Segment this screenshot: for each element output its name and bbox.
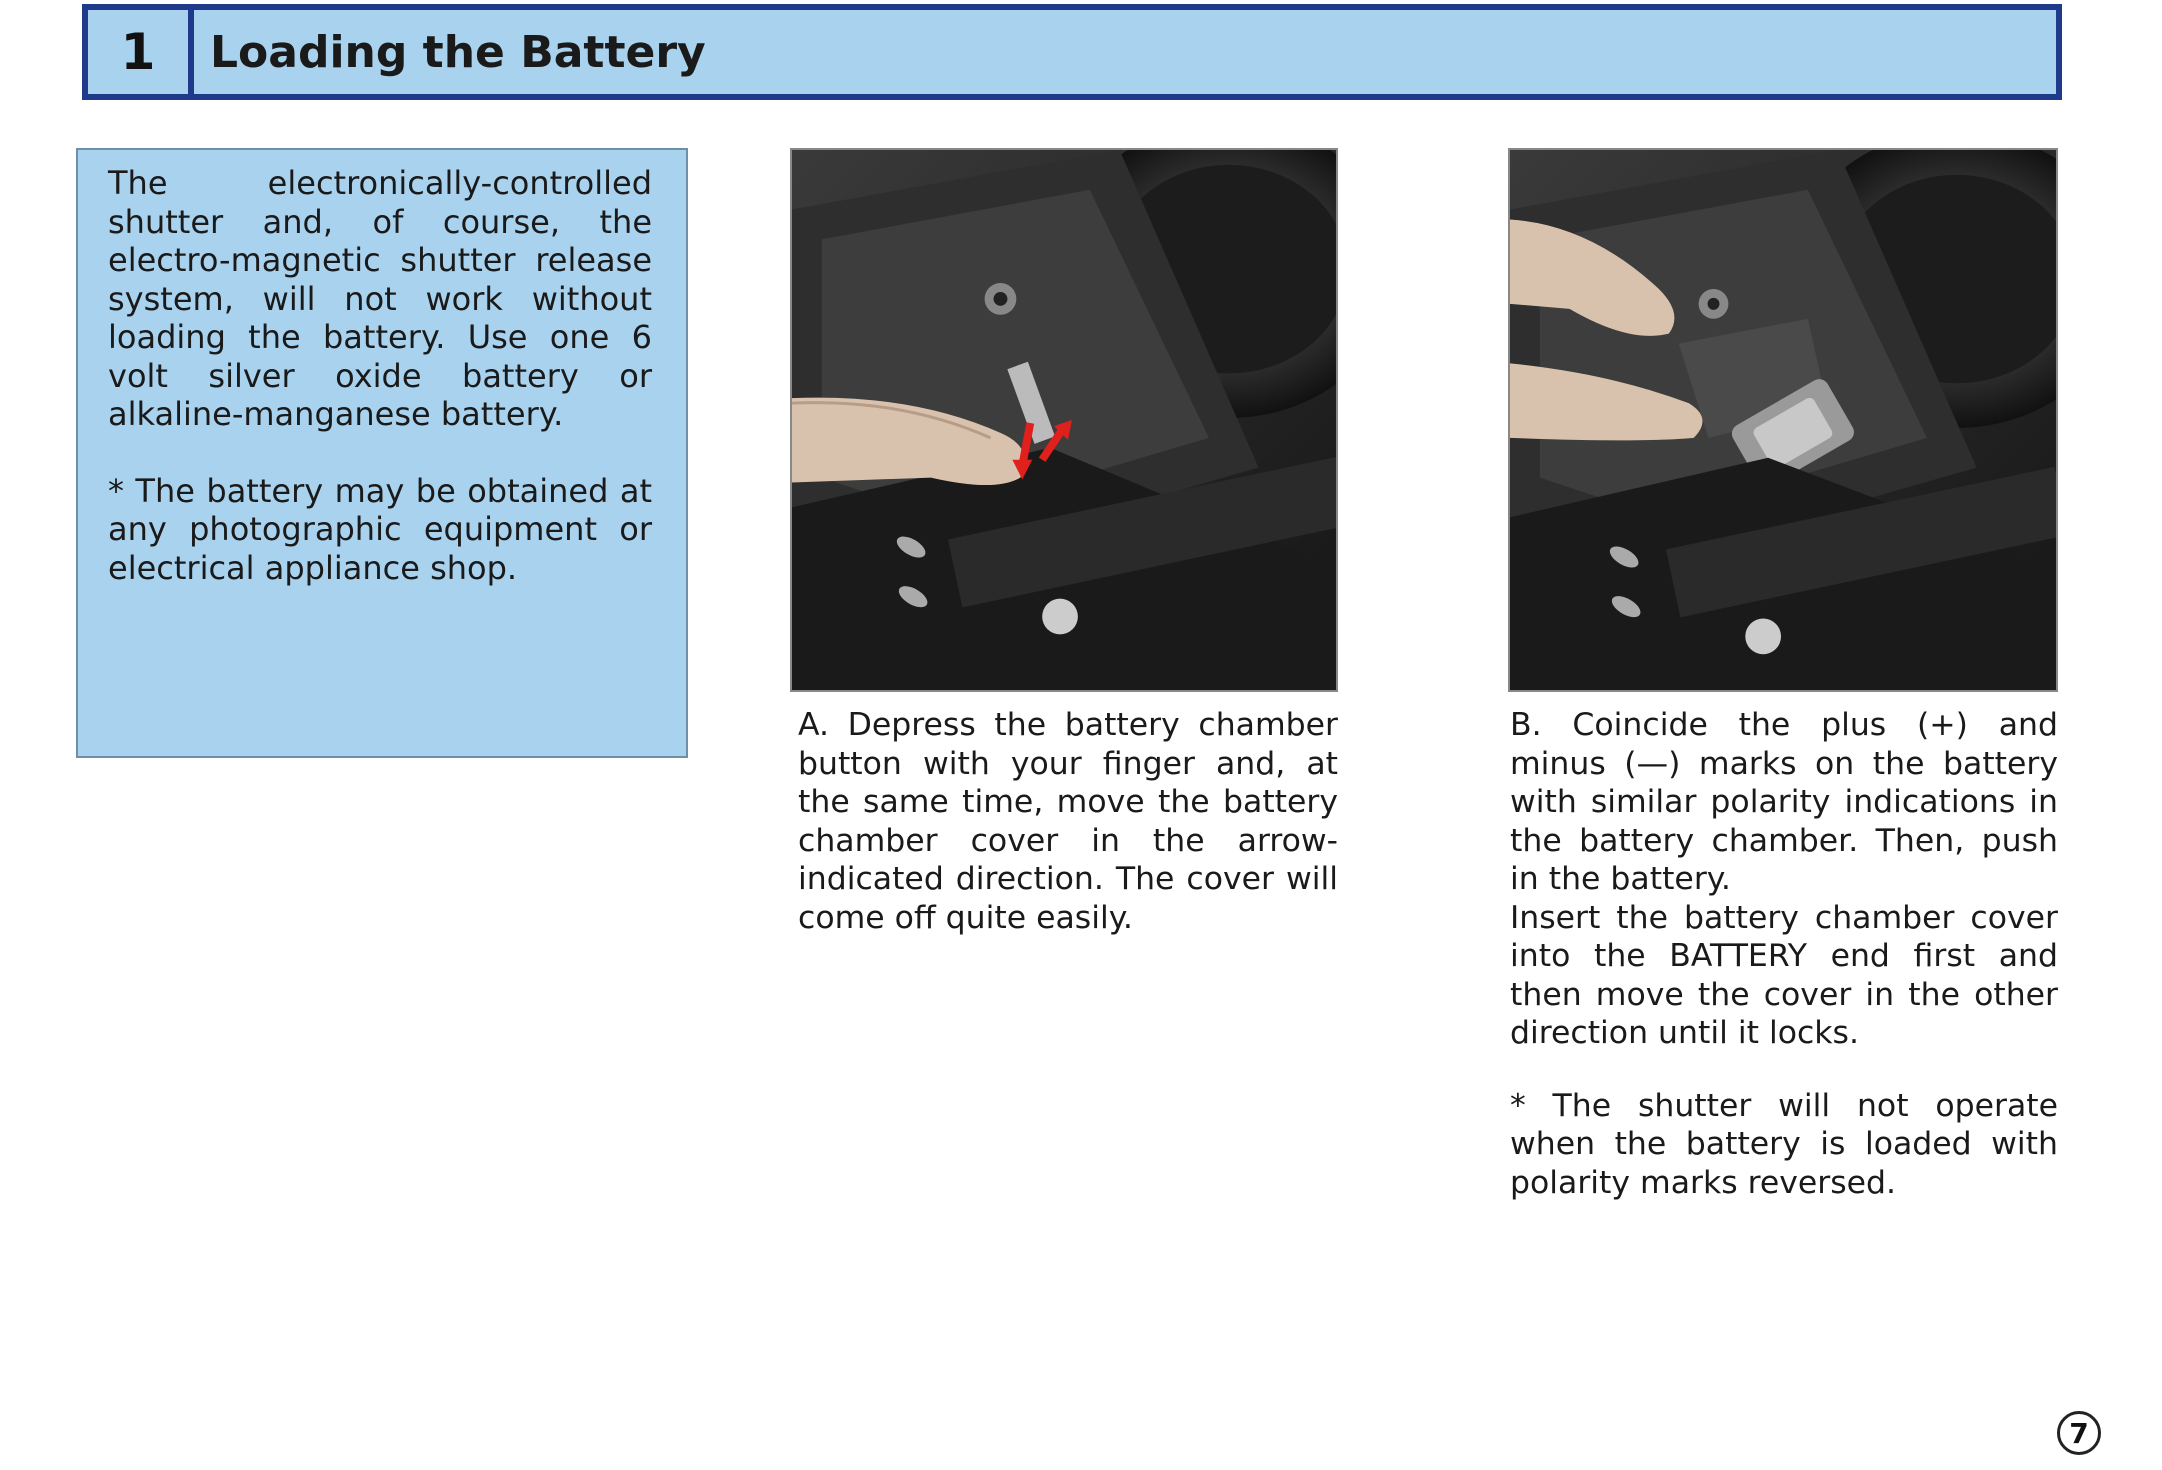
note-paragraph-1: The electronically-controlled shutter and, of course, the electro-magnetic shutter release system, will not work without loading the battery. Use one 6 volt silver oxide battery or alkaline-manganese battery. [108, 164, 652, 433]
note-box [76, 148, 688, 758]
caption-step-a-text: A. Depress the battery chamber button with your finger and, at the same time, move the battery chamber cover in the arrow-indicated direction. The cover will come off quite easily. [798, 707, 1338, 936]
caption-step-a [798, 706, 1338, 937]
section-title: Loading the Battery [210, 26, 706, 78]
photo-step-a [790, 148, 1338, 692]
section-number: 1 [88, 10, 194, 94]
caption-step-b-note: * The shutter will not operate when the battery is loaded with polarity marks reversed. [1510, 1087, 2058, 1201]
caption-step-b [1510, 706, 2058, 1202]
section-header [82, 4, 2062, 100]
page-number: 7 [2057, 1411, 2101, 1455]
camera-bottom-photo-b [1510, 150, 2056, 690]
caption-step-b-text-2: Insert the battery chamber cover into the BATTERY end first and then move the cover in the other direction until it locks. [1510, 899, 2058, 1051]
camera-bottom-photo-a [792, 150, 1336, 690]
photo-step-b [1508, 148, 2058, 692]
note-paragraph-2: * The battery may be obtained at any photographic equipment or electrical appliance shop. [108, 471, 652, 587]
caption-step-b-text-1: B. Coincide the plus (+) and minus (—) marks on the battery with similar polarity indications in the battery chamber. Then, push in the battery. [1510, 707, 2058, 897]
